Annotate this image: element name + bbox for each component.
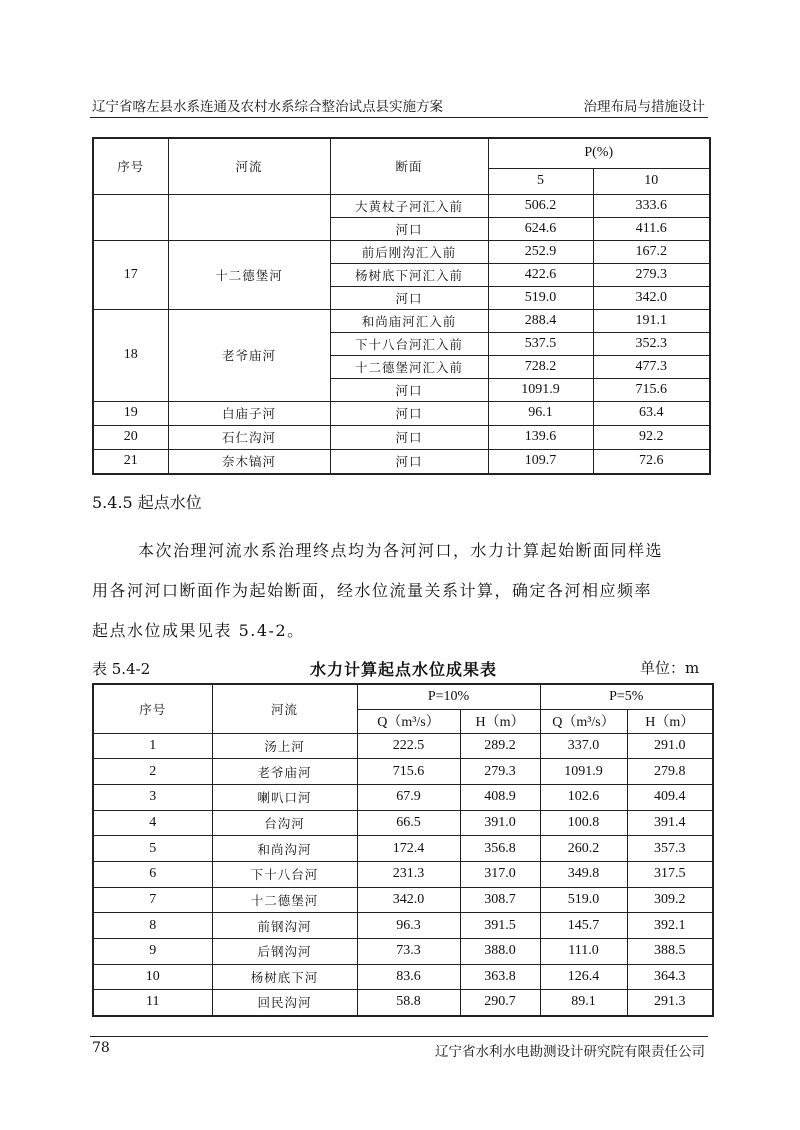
t1-p10: 191.1 — [593, 309, 710, 332]
header-title: 辽宁省喀左县水系连通及农村水系综合整治试点县实施方案 — [92, 99, 443, 115]
t1-p10: 333.6 — [593, 194, 710, 217]
t2-q10: 96.3 — [357, 913, 460, 939]
header-rule — [90, 117, 708, 118]
t2-h5: 291.3 — [627, 990, 713, 1016]
table-row — [93, 887, 713, 913]
t1-p10: 352.3 — [593, 332, 710, 355]
t2-q5: 519.0 — [540, 887, 627, 913]
t2-h5: 357.3 — [627, 836, 713, 862]
t1-p5: 422.6 — [488, 263, 593, 286]
table-unit: 单位：m — [640, 659, 700, 677]
t2-river: 后钢沟河 — [212, 939, 357, 965]
t1-p10: 715.6 — [593, 378, 710, 401]
t2-h5: 388.5 — [627, 939, 713, 965]
t2-river: 回民沟河 — [212, 990, 357, 1016]
t2-river: 前钢沟河 — [212, 913, 357, 939]
t1-river: 白庙子河 — [168, 401, 330, 425]
t2-river: 下十八台河 — [212, 861, 357, 887]
t2-h5: 317.5 — [627, 861, 713, 887]
t1-p5: 288.4 — [488, 309, 593, 332]
t1-p5: 728.2 — [488, 355, 593, 378]
t2-river: 杨树底下河 — [212, 964, 357, 990]
t2-q5: 260.2 — [540, 836, 627, 862]
t1-section: 河口 — [330, 378, 488, 401]
t1-river: 十二德堡河 — [168, 240, 330, 309]
t2-h10: 391.0 — [460, 810, 540, 836]
t2-h5: 409.4 — [627, 784, 713, 810]
t2-header-p10: P=10% — [357, 684, 540, 709]
t2-river: 汤上河 — [212, 733, 357, 759]
t1-section: 十二德堡河汇入前 — [330, 355, 488, 378]
t2-q10: 231.3 — [357, 861, 460, 887]
t1-river: 奈木镐河 — [168, 449, 330, 474]
t2-q10: 58.8 — [357, 990, 460, 1016]
t1-p10: 342.0 — [593, 286, 710, 309]
t2-h10: 356.8 — [460, 836, 540, 862]
t2-q10: 83.6 — [357, 964, 460, 990]
t2-river: 喇叭口河 — [212, 784, 357, 810]
t2-q5: 349.8 — [540, 861, 627, 887]
t2-no: 5 — [93, 836, 212, 862]
t1-section: 河口 — [330, 401, 488, 425]
t1-p5: 1091.9 — [488, 378, 593, 401]
t2-river: 台沟河 — [212, 810, 357, 836]
t2-h5: 391.4 — [627, 810, 713, 836]
t2-no: 10 — [93, 964, 212, 990]
table-row — [93, 939, 713, 965]
t2-h5: 309.2 — [627, 887, 713, 913]
t2-no: 9 — [93, 939, 212, 965]
t1-p10: 72.6 — [593, 449, 710, 474]
t1-section: 下十八台河汇入前 — [330, 332, 488, 355]
table-row — [93, 861, 713, 887]
t2-header-q10: Q（m³/s） — [357, 709, 460, 733]
t2-h5: 364.3 — [627, 964, 713, 990]
t2-no: 11 — [93, 990, 212, 1016]
t1-header-section: 断面 — [330, 138, 488, 194]
table-row — [93, 194, 710, 217]
t1-header-p10: 10 — [593, 168, 710, 194]
t2-q5: 89.1 — [540, 990, 627, 1016]
t2-q10: 715.6 — [357, 759, 460, 785]
t2-q10: 342.0 — [357, 887, 460, 913]
t2-h10: 289.2 — [460, 733, 540, 759]
t2-h10: 388.0 — [460, 939, 540, 965]
table-row — [93, 401, 710, 425]
header-chapter: 治理布局与措施设计 — [583, 99, 705, 115]
starting-water-level-table — [92, 683, 714, 1017]
flood-peak-table — [92, 137, 711, 475]
t2-h10: 290.7 — [460, 990, 540, 1016]
t2-q10: 66.5 — [357, 810, 460, 836]
t1-no: 21 — [93, 449, 168, 474]
t2-header-h10: H（m） — [460, 709, 540, 733]
t1-p10: 477.3 — [593, 355, 710, 378]
footer-org: 辽宁省水利水电勘测设计研究院有限责任公司 — [435, 1044, 705, 1060]
t2-header-h5: H（m） — [627, 709, 713, 733]
t1-p10: 167.2 — [593, 240, 710, 263]
t1-p10: 411.6 — [593, 217, 710, 240]
t1-river: 老爷庙河 — [168, 309, 330, 401]
table-row — [93, 240, 710, 263]
table-row — [93, 836, 713, 862]
table-row — [93, 309, 710, 332]
t1-p5: 252.9 — [488, 240, 593, 263]
table-row — [93, 733, 713, 759]
table-row — [93, 425, 710, 449]
table-row — [93, 810, 713, 836]
t2-q10: 73.3 — [357, 939, 460, 965]
t1-p5: 537.5 — [488, 332, 593, 355]
t1-no: 17 — [93, 240, 168, 309]
table-row — [93, 759, 713, 785]
t1-p5: 96.1 — [488, 401, 593, 425]
t2-river: 十二德堡河 — [212, 887, 357, 913]
t2-no: 7 — [93, 887, 212, 913]
t1-header-p5: 5 — [488, 168, 593, 194]
t1-no: 20 — [93, 425, 168, 449]
t2-no: 8 — [93, 913, 212, 939]
t1-section: 和尚庙河汇入前 — [330, 309, 488, 332]
t1-no: 19 — [93, 401, 168, 425]
paragraph-line-2: 用各河河口断面作为起始断面，经水位流量关系计算，确定各河相应频率 — [92, 581, 653, 600]
t1-section: 河口 — [330, 286, 488, 309]
t2-header-river: 河流 — [212, 684, 357, 733]
t2-h10: 363.8 — [460, 964, 540, 990]
t2-no: 2 — [93, 759, 212, 785]
t2-q5: 337.0 — [540, 733, 627, 759]
t1-section: 杨树底下河汇入前 — [330, 263, 488, 286]
t2-header-q5: Q（m³/s） — [540, 709, 627, 733]
table-row — [93, 964, 713, 990]
table-row — [93, 990, 713, 1016]
t2-q5: 126.4 — [540, 964, 627, 990]
t2-q10: 67.9 — [357, 784, 460, 810]
t2-no: 6 — [93, 861, 212, 887]
t1-header-river: 河流 — [168, 138, 330, 194]
t2-h10: 408.9 — [460, 784, 540, 810]
table-title: 水力计算起点水位成果表 — [310, 660, 498, 679]
t1-p10: 92.2 — [593, 425, 710, 449]
t1-section: 前后刚沟汇入前 — [330, 240, 488, 263]
t2-h10: 308.7 — [460, 887, 540, 913]
paragraph-line-1: 本次治理河流水系治理终点均为各河河口，水力计算起始断面同样选 — [138, 541, 664, 560]
t2-q10: 222.5 — [357, 733, 460, 759]
section-heading: 5.4.5 起点水位 — [92, 493, 202, 512]
table-row — [93, 784, 713, 810]
t2-q5: 1091.9 — [540, 759, 627, 785]
paragraph-line-3: 起点水位成果见表 5.4-2。 — [92, 621, 305, 640]
t1-no-cell — [93, 194, 168, 240]
table-row — [93, 449, 710, 474]
t1-section: 大黄杖子河汇入前 — [330, 194, 488, 217]
page-number: 78 — [92, 1040, 110, 1056]
t2-no: 1 — [93, 733, 212, 759]
t2-h10: 317.0 — [460, 861, 540, 887]
t2-header-p5: P=5% — [540, 684, 713, 709]
t2-q5: 102.6 — [540, 784, 627, 810]
t1-river: 石仁沟河 — [168, 425, 330, 449]
t2-no: 4 — [93, 810, 212, 836]
t1-p5: 139.6 — [488, 425, 593, 449]
t1-header-no: 序号 — [93, 138, 168, 194]
t1-section: 河口 — [330, 425, 488, 449]
t2-river: 和尚沟河 — [212, 836, 357, 862]
t1-section: 河口 — [330, 217, 488, 240]
t2-no: 3 — [93, 784, 212, 810]
t1-header-p: P(%) — [488, 138, 710, 168]
table-row — [93, 913, 713, 939]
t2-q5: 111.0 — [540, 939, 627, 965]
t1-p10: 63.4 — [593, 401, 710, 425]
t2-h5: 291.0 — [627, 733, 713, 759]
t2-h5: 392.1 — [627, 913, 713, 939]
t2-q5: 145.7 — [540, 913, 627, 939]
t1-p5: 519.0 — [488, 286, 593, 309]
t2-h5: 279.8 — [627, 759, 713, 785]
t2-h10: 391.5 — [460, 913, 540, 939]
t2-q10: 172.4 — [357, 836, 460, 862]
t1-section: 河口 — [330, 449, 488, 474]
t1-river-cell — [168, 194, 330, 240]
t2-header-no: 序号 — [93, 684, 212, 733]
t1-p5: 506.2 — [488, 194, 593, 217]
t1-p5: 109.7 — [488, 449, 593, 474]
t2-q5: 100.8 — [540, 810, 627, 836]
t2-h10: 279.3 — [460, 759, 540, 785]
table-number: 表 5.4-2 — [92, 660, 151, 678]
t1-p10: 279.3 — [593, 263, 710, 286]
t2-river: 老爷庙河 — [212, 759, 357, 785]
footer-rule — [90, 1036, 708, 1037]
t1-p5: 624.6 — [488, 217, 593, 240]
t1-no: 18 — [93, 309, 168, 401]
